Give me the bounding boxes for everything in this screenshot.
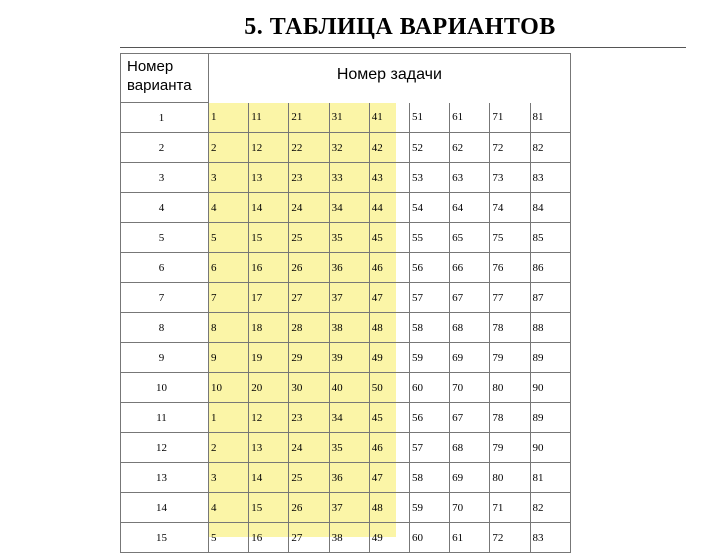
table-row (121, 163, 571, 193)
task-number-cell: 13 (249, 433, 289, 463)
task-number-cell: 76 (490, 253, 530, 283)
task-number-cell: 84 (530, 193, 570, 223)
variant-number-cell: 15 (121, 523, 209, 553)
task-number-cell: 38 (329, 523, 369, 553)
task-number-cell: 78 (490, 403, 530, 433)
task-number-cell: 86 (530, 253, 570, 283)
variant-number-cell: 4 (121, 193, 209, 223)
task-number-cell: 36 (329, 253, 369, 283)
task-number-cell: 4 (209, 493, 249, 523)
task-number-cell: 25 (289, 223, 329, 253)
task-number-cell: 45 (369, 223, 409, 253)
task-number-cell: 72 (490, 523, 530, 553)
task-number-cell: 81 (530, 103, 570, 133)
table-row (121, 433, 571, 463)
variant-number-cell: 6 (121, 253, 209, 283)
task-number-cell: 62 (450, 133, 490, 163)
task-number-cell: 3 (209, 163, 249, 193)
task-number-cell: 65 (450, 223, 490, 253)
task-number-cell: 4 (209, 193, 249, 223)
task-number-cell: 47 (369, 283, 409, 313)
task-number-cell: 12 (249, 133, 289, 163)
task-number-cell: 14 (249, 463, 289, 493)
table-row (121, 223, 571, 253)
task-number-cell: 23 (289, 163, 329, 193)
task-number-cell: 57 (409, 283, 449, 313)
task-number-header: Номер задачи (209, 54, 571, 103)
task-number-cell: 56 (409, 403, 449, 433)
task-number-cell: 37 (329, 493, 369, 523)
task-number-cell: 88 (530, 313, 570, 343)
task-number-cell: 51 (409, 103, 449, 133)
task-number-cell: 5 (209, 523, 249, 553)
task-number-cell: 49 (369, 523, 409, 553)
variant-number-cell: 8 (121, 313, 209, 343)
task-number-cell: 1 (209, 103, 249, 133)
task-number-cell: 2 (209, 433, 249, 463)
task-number-cell: 77 (490, 283, 530, 313)
task-number-cell: 81 (530, 463, 570, 493)
task-number-cell: 64 (450, 193, 490, 223)
task-number-cell: 3 (209, 463, 249, 493)
task-number-cell: 33 (329, 163, 369, 193)
variant-number-cell: 7 (121, 283, 209, 313)
table-row (121, 193, 571, 223)
task-number-cell: 83 (530, 163, 570, 193)
task-number-cell: 19 (249, 343, 289, 373)
task-number-cell: 61 (450, 103, 490, 133)
task-number-cell: 26 (289, 253, 329, 283)
task-number-cell: 80 (490, 373, 530, 403)
task-number-cell: 41 (369, 103, 409, 133)
task-number-cell: 10 (209, 373, 249, 403)
task-number-cell: 25 (289, 463, 329, 493)
table-header-row (121, 54, 571, 103)
task-number-cell: 31 (329, 103, 369, 133)
task-number-cell: 78 (490, 313, 530, 343)
task-number-cell: 48 (369, 313, 409, 343)
task-number-cell: 59 (409, 493, 449, 523)
task-number-cell: 44 (369, 193, 409, 223)
task-number-cell: 50 (369, 373, 409, 403)
variant-number-cell: 2 (121, 133, 209, 163)
task-number-cell: 16 (249, 253, 289, 283)
title-underline (120, 47, 686, 48)
table-row (121, 133, 571, 163)
task-number-cell: 53 (409, 163, 449, 193)
task-number-cell: 8 (209, 313, 249, 343)
task-number-cell: 54 (409, 193, 449, 223)
task-number-cell: 60 (409, 523, 449, 553)
task-number-cell: 70 (450, 493, 490, 523)
task-number-cell: 90 (530, 433, 570, 463)
variant-number-cell: 11 (121, 403, 209, 433)
table-row (121, 283, 571, 313)
task-number-cell: 56 (409, 253, 449, 283)
task-number-cell: 12 (249, 403, 289, 433)
task-number-cell: 61 (450, 523, 490, 553)
variant-number-header: Номер варианта (121, 54, 209, 103)
task-number-cell: 6 (209, 253, 249, 283)
task-number-cell: 79 (490, 343, 530, 373)
task-number-cell: 46 (369, 253, 409, 283)
task-number-cell: 32 (329, 133, 369, 163)
task-number-cell: 87 (530, 283, 570, 313)
task-number-cell: 49 (369, 343, 409, 373)
task-number-cell: 15 (249, 223, 289, 253)
task-number-cell: 82 (530, 493, 570, 523)
task-number-cell: 80 (490, 463, 530, 493)
task-number-cell: 11 (249, 103, 289, 133)
table-body (121, 103, 571, 553)
variant-number-cell: 9 (121, 343, 209, 373)
task-number-cell: 18 (249, 313, 289, 343)
task-number-cell: 17 (249, 283, 289, 313)
task-number-cell: 67 (450, 403, 490, 433)
table-row (121, 103, 571, 133)
task-number-cell: 22 (289, 133, 329, 163)
task-number-cell: 21 (289, 103, 329, 133)
task-number-cell: 45 (369, 403, 409, 433)
task-number-cell: 74 (490, 193, 530, 223)
table-row (121, 463, 571, 493)
task-number-cell: 42 (369, 133, 409, 163)
task-number-cell: 34 (329, 193, 369, 223)
task-number-cell: 26 (289, 493, 329, 523)
task-number-cell: 89 (530, 403, 570, 433)
task-number-cell: 73 (490, 163, 530, 193)
task-number-cell: 39 (329, 343, 369, 373)
task-number-cell: 69 (450, 343, 490, 373)
variant-number-cell: 10 (121, 373, 209, 403)
table-row (121, 523, 571, 553)
task-number-cell: 23 (289, 403, 329, 433)
task-number-cell: 60 (409, 373, 449, 403)
task-number-cell: 24 (289, 193, 329, 223)
task-number-cell: 35 (329, 433, 369, 463)
task-number-cell: 29 (289, 343, 329, 373)
task-number-cell: 63 (450, 163, 490, 193)
variant-number-cell: 14 (121, 493, 209, 523)
task-number-cell: 71 (490, 493, 530, 523)
table-row (121, 313, 571, 343)
task-number-cell: 59 (409, 343, 449, 373)
variants-table-container (120, 53, 570, 544)
variants-table (120, 53, 571, 553)
task-number-cell: 9 (209, 343, 249, 373)
task-number-cell: 52 (409, 133, 449, 163)
task-number-cell: 14 (249, 193, 289, 223)
task-number-cell: 27 (289, 283, 329, 313)
variant-number-cell: 12 (121, 433, 209, 463)
task-number-cell: 2 (209, 133, 249, 163)
task-number-cell: 34 (329, 403, 369, 433)
task-number-cell: 1 (209, 403, 249, 433)
task-number-cell: 83 (530, 523, 570, 553)
table-row (121, 343, 571, 373)
table-row (121, 493, 571, 523)
task-number-cell: 40 (329, 373, 369, 403)
task-number-cell: 13 (249, 163, 289, 193)
task-number-cell: 36 (329, 463, 369, 493)
task-number-cell: 27 (289, 523, 329, 553)
task-number-cell: 48 (369, 493, 409, 523)
variant-number-cell: 1 (121, 103, 209, 133)
table-row (121, 373, 571, 403)
task-number-cell: 68 (450, 433, 490, 463)
task-number-cell: 5 (209, 223, 249, 253)
task-number-cell: 75 (490, 223, 530, 253)
task-number-cell: 69 (450, 463, 490, 493)
task-number-cell: 37 (329, 283, 369, 313)
task-number-cell: 38 (329, 313, 369, 343)
task-number-cell: 89 (530, 343, 570, 373)
task-number-cell: 46 (369, 433, 409, 463)
task-number-cell: 35 (329, 223, 369, 253)
variant-number-cell: 13 (121, 463, 209, 493)
task-number-cell: 15 (249, 493, 289, 523)
task-number-cell: 85 (530, 223, 570, 253)
variant-number-cell: 3 (121, 163, 209, 193)
task-number-cell: 82 (530, 133, 570, 163)
variant-number-cell: 5 (121, 223, 209, 253)
table-row (121, 403, 571, 433)
task-number-cell: 47 (369, 463, 409, 493)
task-number-cell: 79 (490, 433, 530, 463)
task-number-cell: 30 (289, 373, 329, 403)
task-number-cell: 20 (249, 373, 289, 403)
task-number-cell: 68 (450, 313, 490, 343)
task-number-cell: 16 (249, 523, 289, 553)
task-number-cell: 67 (450, 283, 490, 313)
task-number-cell: 58 (409, 463, 449, 493)
task-number-cell: 55 (409, 223, 449, 253)
task-number-cell: 7 (209, 283, 249, 313)
table-row (121, 253, 571, 283)
task-number-cell: 90 (530, 373, 570, 403)
page-title: 5. ТАБЛИЦА ВАРИАНТОВ (244, 14, 556, 40)
task-number-cell: 24 (289, 433, 329, 463)
task-number-cell: 72 (490, 133, 530, 163)
task-number-cell: 57 (409, 433, 449, 463)
task-number-cell: 43 (369, 163, 409, 193)
task-number-cell: 71 (490, 103, 530, 133)
task-number-cell: 70 (450, 373, 490, 403)
task-number-cell: 28 (289, 313, 329, 343)
task-number-cell: 58 (409, 313, 449, 343)
task-number-cell: 66 (450, 253, 490, 283)
